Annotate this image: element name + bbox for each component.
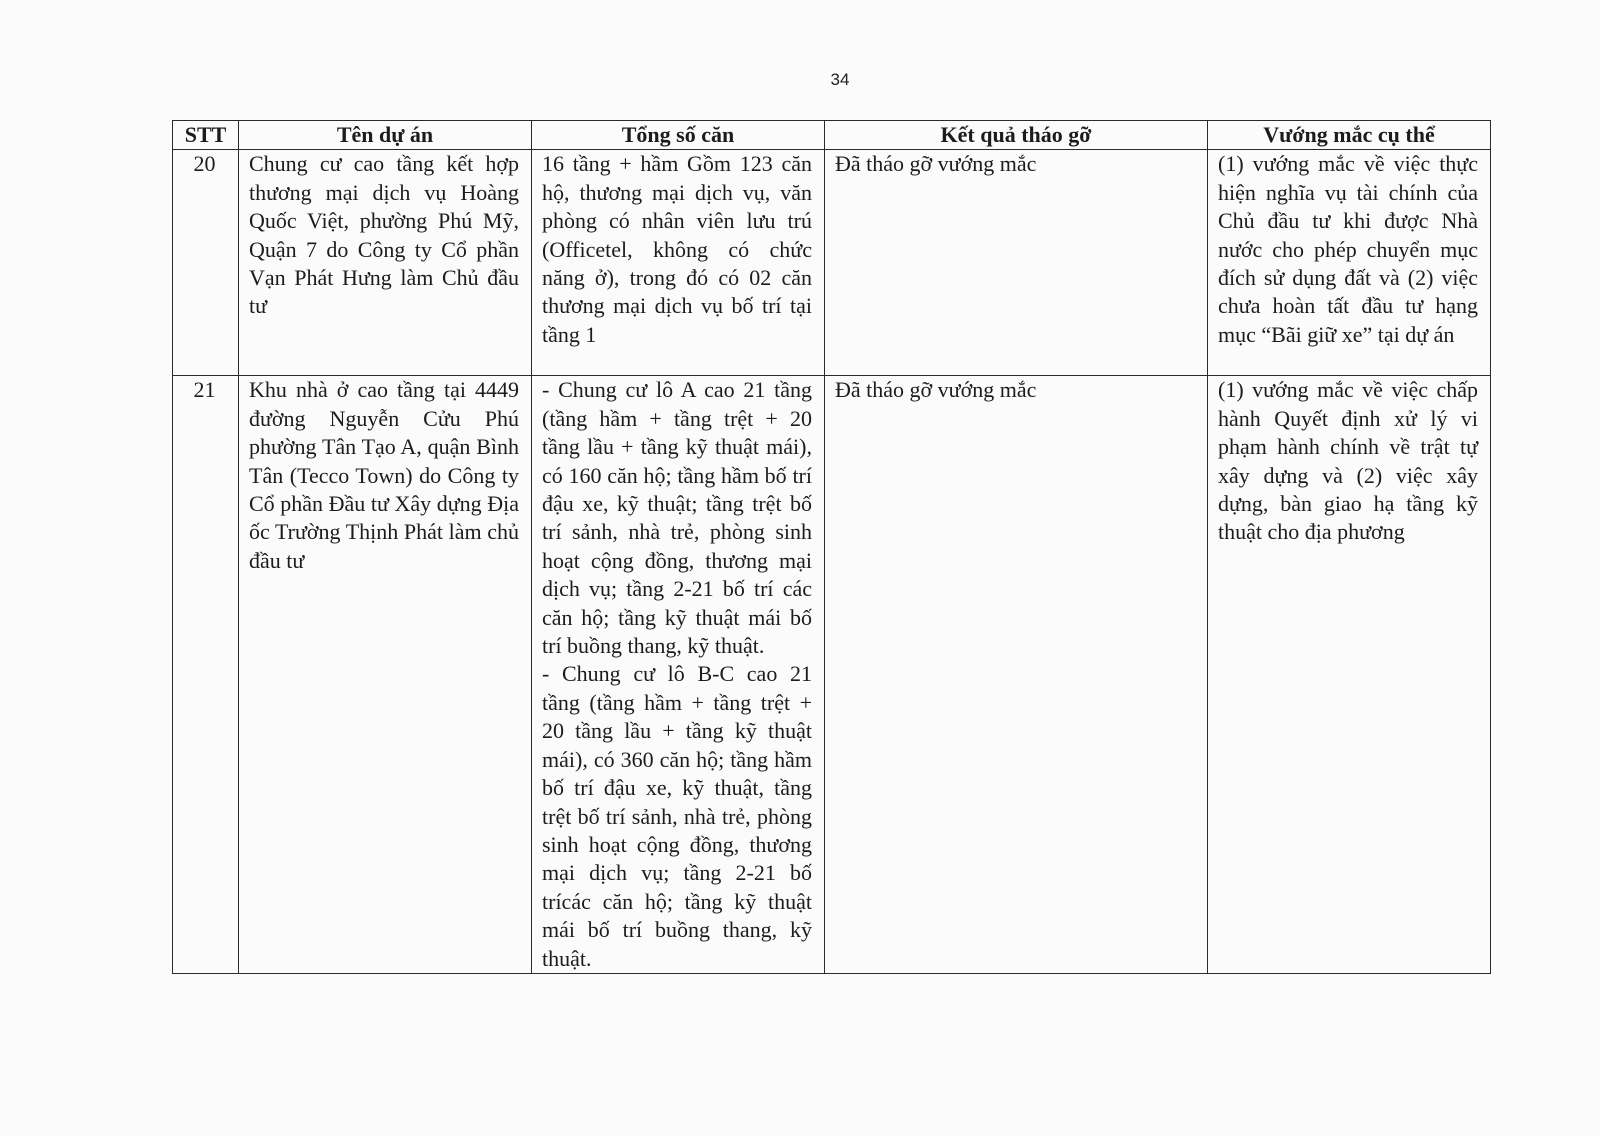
projects-table xyxy=(172,120,1491,974)
row-project-name: Khu nhà ở cao tầng tại 4449 đường Nguyễn Cửu Phú phường Tân Tạo A, quận Bình Tân (Tecco Town) do Công ty Cổ phần Đầu tư Xây dựng Địa ốc Trường Thịnh Phát làm chủ đầu tư xyxy=(239,376,532,974)
row-total-units: 16 tầng + hầm Gồm 123 căn hộ, thương mại dịch vụ, văn phòng có nhân viên lưu trú (Officetel, không có chức năng ở), trong đó có 02 căn thương mại dịch vụ bố trí tại tầng 1 xyxy=(532,150,825,376)
row-specific-issues: (1) vướng mắc về việc chấp hành Quyết định xử lý vi phạm hành chính về trật tự xây dựng và (2) việc xây dựng, bàn giao hạ tầng kỹ thuật cho địa phương xyxy=(1208,376,1491,974)
table-row xyxy=(173,150,1491,376)
units-block-bc: - Chung cư lô B-C cao 21 tầng (tầng hầm + tầng trệt + 20 tầng lầu + tầng kỹ thuật mái), có 360 căn hộ; tầng hầm bố trí đậu xe, kỹ thuật, tầng trệt bố trí sảnh, nhà trẻ, phòng sinh hoạt cộng đồng, thương mại dịch vụ; tầng 2-21 bố trícác căn hộ; tầng kỹ thuật mái bố trí buồng thang, kỹ thuật. xyxy=(542,661,812,971)
row-specific-issues: (1) vướng mắc về việc thực hiện nghĩa vụ tài chính của Chủ đầu tư khi được Nhà nước cho phép chuyển mục đích sử dụng đất và (2) việc chưa hoàn tất đầu tư hạng mục “Bãi giữ xe” tại dự án xyxy=(1208,150,1491,376)
row-stt: 20 xyxy=(173,150,239,376)
header-stt: STT xyxy=(173,121,239,150)
header-specific-issues: Vướng mắc cụ thể xyxy=(1208,121,1491,150)
row-total-units xyxy=(532,376,825,974)
row-stt: 21 xyxy=(173,376,239,974)
header-project-name: Tên dự án xyxy=(239,121,532,150)
header-resolution-result: Kết quả tháo gỡ xyxy=(825,121,1208,150)
page-number: 34 xyxy=(830,70,850,89)
table-row xyxy=(173,376,1491,974)
row-resolution-result: Đã tháo gỡ vướng mắc xyxy=(825,376,1208,974)
header-total-units: Tổng số căn xyxy=(532,121,825,150)
table-header-row xyxy=(173,121,1491,150)
units-block-a: - Chung cư lô A cao 21 tầng (tầng hầm + tầng trệt + 20 tầng lầu + tầng kỹ thuật mái), có 160 căn hộ; tầng hầm bố trí đậu xe, kỹ thuật; tầng trệt bố trí sảnh, nhà trẻ, phòng sinh hoạt cộng đồng, thương mại dịch vụ; tầng 2-21 bố trí các căn hộ; tầng kỹ thuật mái bố trí buồng thang, kỹ thuật. xyxy=(542,377,812,659)
row-resolution-result: Đã tháo gỡ vướng mắc xyxy=(825,150,1208,376)
row-project-name: Chung cư cao tầng kết hợp thương mại dịch vụ Hoàng Quốc Việt, phường Phú Mỹ, Quận 7 do Công ty Cổ phần Vạn Phát Hưng làm Chủ đầu tư xyxy=(239,150,532,376)
